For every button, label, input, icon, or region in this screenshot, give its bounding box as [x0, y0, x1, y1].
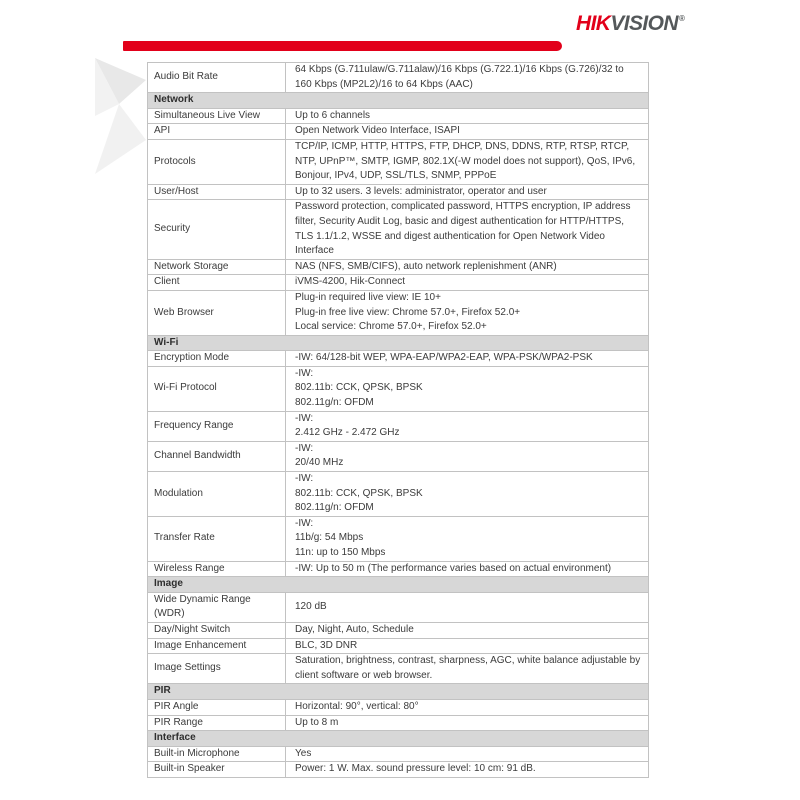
spec-value: iVMS-4200, Hik-Connect — [286, 275, 649, 291]
spec-row — [148, 411, 649, 441]
spec-value — [286, 516, 649, 561]
spec-value-line: Plug-in required live view: IE 10+ — [295, 291, 441, 303]
section-header-label: PIR — [148, 684, 649, 700]
spec-label: API — [148, 124, 286, 140]
spec-value-line: 802.11g/n: OFDM — [295, 502, 374, 514]
spec-row — [148, 259, 649, 275]
spec-value: 120 dB — [286, 592, 649, 622]
spec-label: Transfer Rate — [148, 516, 286, 561]
spec-value-line: -IW: — [295, 367, 314, 379]
spec-row — [148, 561, 649, 577]
spec-label: Client — [148, 275, 286, 291]
spec-row — [148, 516, 649, 561]
spec-label: Network Storage — [148, 259, 286, 275]
spec-row — [148, 441, 649, 471]
spec-label: Day/Night Switch — [148, 622, 286, 638]
spec-value-line: -IW: — [295, 517, 314, 529]
spec-row — [148, 200, 649, 259]
spec-label: Audio Bit Rate — [148, 63, 286, 93]
spec-label: Wireless Range — [148, 561, 286, 577]
spec-row — [148, 638, 649, 654]
spec-value-line: Plug-in free live view: Chrome 57.0+, Firefox 52.0+ — [295, 306, 521, 318]
spec-row — [148, 351, 649, 367]
watermark-triangle-bottom — [95, 104, 146, 174]
spec-row — [148, 366, 649, 411]
spec-value-line: -IW: — [295, 412, 314, 424]
spec-row — [148, 715, 649, 731]
spec-row — [148, 139, 649, 184]
spec-value: Horizontal: 90°, vertical: 80° — [286, 699, 649, 715]
spec-value: Up to 8 m — [286, 715, 649, 731]
logo-hik-text: HIK — [576, 12, 611, 35]
spec-value: Password protection, complicated password, HTTPS encryption, IP address filter, Security Audit Log, basic and digest authentication for HTTP/HTTPS, TLS 1.1/1.2, WSSE and digest authentication for Open Network Video Interface — [286, 200, 649, 259]
specification-table-body — [148, 63, 649, 778]
spec-value: Up to 32 users. 3 levels: administrator, operator and user — [286, 184, 649, 200]
spec-value-line: 802.11b: CCK, QPSK, BPSK — [295, 382, 423, 394]
section-header-row — [148, 335, 649, 351]
spec-label: Wide Dynamic Range (WDR) — [148, 592, 286, 622]
spec-value-line: 11n: up to 150 Mbps — [295, 547, 386, 558]
spec-label: Built-in Speaker — [148, 762, 286, 778]
spec-label: PIR Angle — [148, 699, 286, 715]
spec-label: Frequency Range — [148, 411, 286, 441]
section-header-row — [148, 93, 649, 109]
spec-label: Wi-Fi Protocol — [148, 366, 286, 411]
spec-value-line: -IW: — [295, 473, 314, 485]
spec-value: NAS (NFS, SMB/CIFS), auto network replenishment (ANR) — [286, 259, 649, 275]
spec-row — [148, 124, 649, 140]
spec-label: Simultaneous Live View — [148, 108, 286, 124]
spec-row — [148, 622, 649, 638]
section-header-label: Network — [148, 93, 649, 109]
spec-value: Day, Night, Auto, Schedule — [286, 622, 649, 638]
spec-label: Modulation — [148, 472, 286, 517]
section-header-label: Image — [148, 577, 649, 593]
spec-value: -IW: 64/128-bit WEP, WPA-EAP/WPA2-EAP, WPA-PSK/WPA2-PSK — [286, 351, 649, 367]
section-header-row — [148, 684, 649, 700]
spec-value: Up to 6 channels — [286, 108, 649, 124]
spec-row — [148, 762, 649, 778]
section-header-label: Wi-Fi — [148, 335, 649, 351]
spec-value-line: 802.11g/n: OFDM — [295, 397, 374, 409]
spec-row — [148, 699, 649, 715]
spec-value: TCP/IP, ICMP, HTTP, HTTPS, FTP, DHCP, DNS, DDNS, RTP, RTSP, RTCP, NTP, UPnP™, SMTP, IGMP, 802.1X(-W model does not support), QoS, IPv6, Bonjour, IPv4, UDP, SSL/TLS, SNMP, PPPoE — [286, 139, 649, 184]
spec-value: Open Network Video Interface, ISAPI — [286, 124, 649, 140]
spec-label: Web Browser — [148, 290, 286, 335]
spec-label: Channel Bandwidth — [148, 441, 286, 471]
spec-label: Protocols — [148, 139, 286, 184]
spec-value — [286, 411, 649, 441]
spec-row — [148, 290, 649, 335]
section-header-row — [148, 731, 649, 747]
red-accent-bar — [123, 41, 562, 51]
section-header-row — [148, 577, 649, 593]
spec-label: Encryption Mode — [148, 351, 286, 367]
spec-value — [286, 366, 649, 411]
spec-row — [148, 746, 649, 762]
spec-value-line: Local service: Chrome 57.0+, Firefox 52.0+ — [295, 321, 487, 333]
spec-row — [148, 472, 649, 517]
spec-label: Image Settings — [148, 654, 286, 684]
registered-trademark-icon: ® — [678, 14, 685, 23]
spec-row — [148, 184, 649, 200]
spec-value: Power: 1 W. Max. sound pressure level: 10 cm: 91 dB. — [286, 762, 649, 778]
spec-value-line: 2.412 GHz - 2.472 GHz — [295, 427, 400, 439]
spec-label: Image Enhancement — [148, 638, 286, 654]
spec-value-line: 802.11b: CCK, QPSK, BPSK — [295, 487, 423, 499]
spec-value: 64 Kbps (G.711ulaw/G.711alaw)/16 Kbps (G.722.1)/16 Kbps (G.726)/32 to 160 Kbps (MP2L2)/16 to 64 Kbps (AAC) — [286, 63, 649, 93]
spec-row — [148, 654, 649, 684]
spec-row — [148, 275, 649, 291]
spec-value — [286, 472, 649, 517]
spec-row — [148, 108, 649, 124]
spec-value: Saturation, brightness, contrast, sharpness, AGC, white balance adjustable by client software or web browser. — [286, 654, 649, 684]
spec-label: Security — [148, 200, 286, 259]
spec-value — [286, 441, 649, 471]
spec-value: BLC, 3D DNR — [286, 638, 649, 654]
spec-row — [148, 592, 649, 622]
watermark-graphic — [89, 52, 147, 182]
spec-value-line: 11b/g: 54 Mbps — [295, 532, 364, 544]
spec-value: -IW: Up to 50 m (The performance varies based on actual environment) — [286, 561, 649, 577]
specification-table — [147, 62, 649, 778]
spec-value: Yes — [286, 746, 649, 762]
hikvision-logo — [576, 7, 685, 36]
spec-label: User/Host — [148, 184, 286, 200]
spec-value-line: -IW: — [295, 442, 314, 454]
section-header-label: Interface — [148, 731, 649, 747]
spec-label: Built-in Microphone — [148, 746, 286, 762]
spec-value-line: 20/40 MHz — [295, 457, 344, 469]
spec-label: PIR Range — [148, 715, 286, 731]
logo-vision-text: VISION — [610, 12, 678, 35]
spec-row — [148, 63, 649, 93]
spec-value — [286, 290, 649, 335]
